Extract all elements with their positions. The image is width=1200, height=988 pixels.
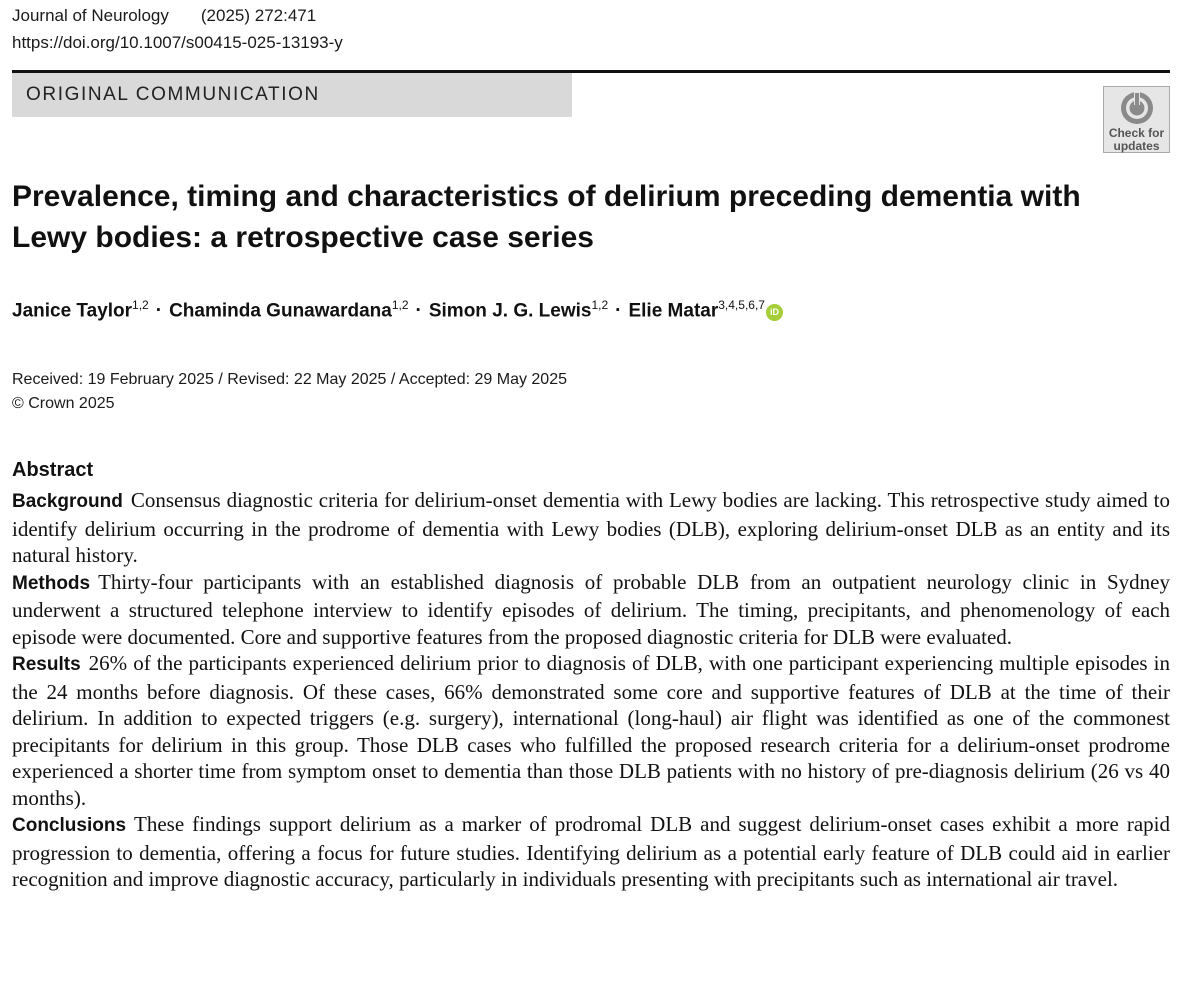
author-separator: · <box>155 300 163 322</box>
article-type-banner: ORIGINAL COMMUNICATION <box>12 73 572 117</box>
author-affiliation[interactable]: 1,2 <box>391 298 409 312</box>
abstract-section-results <box>12 650 1170 811</box>
doi-link[interactable]: https://doi.org/10.1007/s00415-025-13193-y <box>12 33 343 52</box>
section-text: Thirty-four participants with an established diagnosis of probable DLB from an outpatient neurology clinic in Sydney underwent a structured telephone interview to identify episodes of delirium. The timing, precipitants, and phenomenology of each episode were documented. Core and supportive features from the proposed diagnostic criteria for DLB were evaluated. <box>12 569 1170 649</box>
copyright-notice: © Crown 2025 <box>12 395 115 412</box>
journal-volume: (2025) 272:471 <box>200 6 317 25</box>
abstract-heading: Abstract <box>12 459 94 481</box>
section-label: Results <box>12 654 81 675</box>
section-text: Consensus diagnostic criteria for delirium-onset dementia with Lewy bodies are lacking. This retrospective study aimed to identify delirium occurring in the prodrome of dementia with Lewy bodies (DLB), exploring delirium-onset DLB as an entity and its natural history. <box>12 488 1170 567</box>
check-updates-label-2: updates <box>1113 139 1160 153</box>
abstract-section-background <box>12 487 1170 569</box>
author-separator: · <box>415 300 422 322</box>
article-title: Prevalence, timing and characteristics of delirium preceding dementia with Lewy bodies: a retrospective case series <box>12 180 1081 254</box>
author-name[interactable]: Janice Taylor <box>12 300 133 322</box>
abstract-section-conclusions <box>12 811 1170 893</box>
author-name[interactable]: Simon J. G. Lewis <box>428 300 592 322</box>
section-label: Background <box>12 491 123 512</box>
author-affiliation[interactable]: 3,4,5,6,7 <box>718 298 765 312</box>
section-label: Methods <box>12 572 91 594</box>
section-label: Conclusions <box>12 815 127 836</box>
section-text: These findings support delirium as a marker of prodromal DLB and suggest delirium-onset cases exhibit a more rapid progression to dementia, offering a focus for future studies. Identifying delirium as a potential early feature of DLB could aid in earlier recognition and improve diagnostic accuracy, particularly in individuals presenting with precipitants such as international air travel. <box>12 812 1170 891</box>
author-name[interactable]: Elie Matar <box>628 300 719 322</box>
author-affiliation[interactable]: 1,2 <box>591 298 609 312</box>
orcid-icon[interactable]: iD <box>766 304 783 321</box>
author-list <box>12 298 783 322</box>
check-updates-label-1: Check for <box>1108 126 1165 140</box>
check-for-updates-button[interactable] <box>1103 86 1170 153</box>
journal-name: Journal of Neurology <box>12 6 169 25</box>
abstract-section-methods <box>12 569 1170 651</box>
abstract-body <box>12 487 1170 893</box>
author-name[interactable]: Chaminda Gunawardana <box>169 300 392 322</box>
section-text: 26% of the participants experienced delirium prior to diagnosis of DLB, with one participant experiencing multiple episodes in the 24 months before diagnosis. Of these cases, 66% demonstrated some core and supportive features of DLB at the time of their delirium. In addition to expected triggers (e.g. surgery), international (long-haul) air flight was identified as one of the commonest precipitants for delirium in this group. Those DLB cases who fulfilled the proposed research criteria for a delirium-onset prodrome experienced a shorter time from symptom onset to dementia than those DLB patients with no history of pre-diagnosis delirium (26 vs 40 months). <box>12 651 1170 810</box>
author-separator: · <box>615 300 622 322</box>
check-updates-icon <box>1119 90 1155 126</box>
journal-header <box>12 6 316 26</box>
author-affiliation[interactable]: 1,2 <box>132 298 149 312</box>
article-dates: Received: 19 February 2025 / Revised: 22 May 2025 / Accepted: 29 May 2025 <box>12 371 567 388</box>
